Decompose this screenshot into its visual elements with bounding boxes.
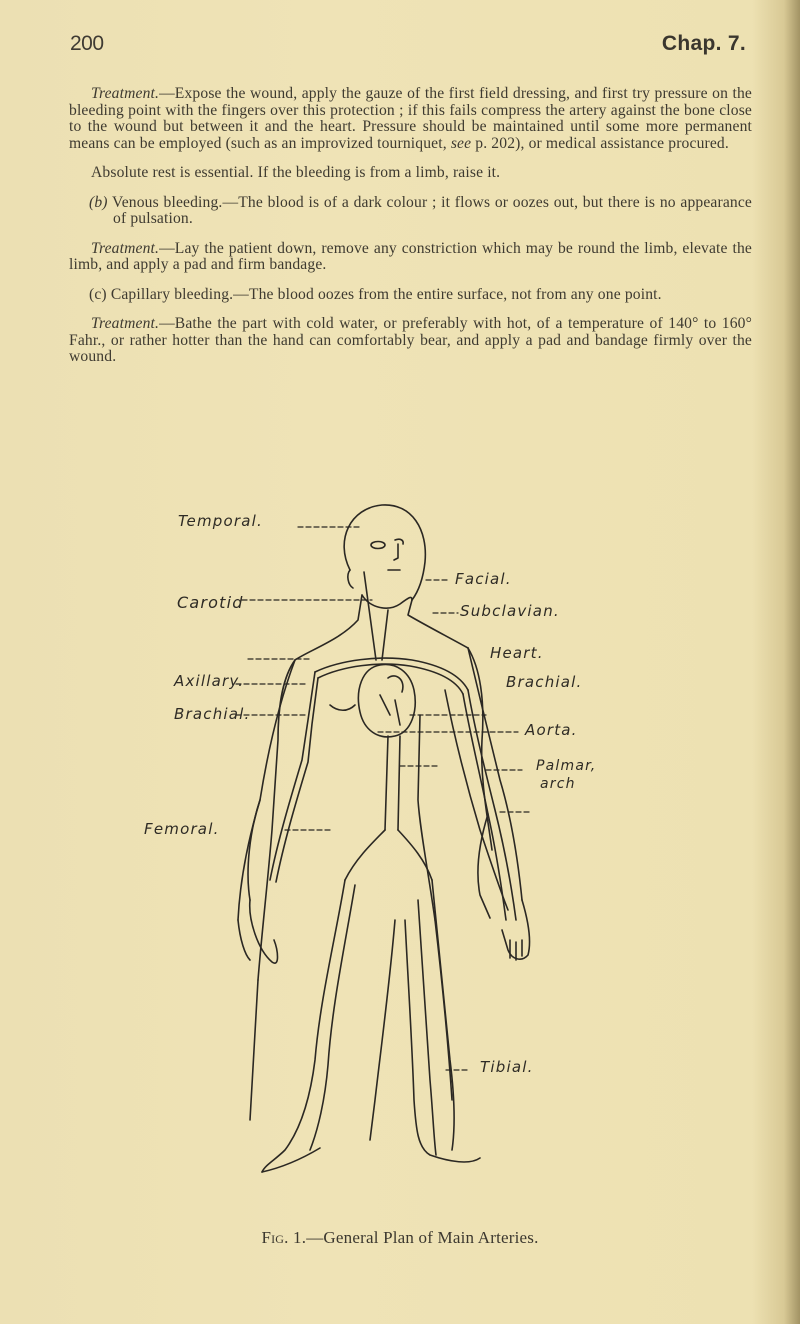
treatment-lead: Treatment. (91, 239, 160, 257)
page-number: 200 (70, 32, 104, 55)
label-brachial-right: Brachial. (506, 673, 583, 691)
figure-caption: Fig. 1.—General Plan of Main Arteries. (261, 1228, 539, 1247)
label-heart: Heart. (490, 644, 544, 662)
paragraph-venous-treatment: Treatment.—Lay the patient down, remove any constriction which may be round the limb, elevate the limb, and apply a pad and firm bandage. (69, 239, 752, 273)
label-femoral: Femoral. (144, 820, 220, 838)
label-tibial: Tibial. (480, 1058, 534, 1076)
label-temporal: Temporal. (178, 512, 263, 530)
paragraph-capillary-bleeding: (c) Capillary bleeding.—The blood oozes from the entire surface, not from any one point. (89, 285, 662, 303)
arteries-figure (144, 500, 670, 1180)
label-aorta: Aorta. (525, 721, 578, 739)
label-palmar-arch: Palmar, (536, 758, 597, 774)
page-header (70, 22, 746, 62)
treatment-lead: Treatment. (91, 85, 160, 102)
chapter-heading: Chap. 7. (661, 32, 746, 55)
label-facial: Facial. (455, 570, 512, 588)
body-text (69, 86, 752, 366)
figure-number: Fig. 1. (261, 1228, 307, 1247)
paragraph-venous-bleeding: (b) Venous bleeding.—The blood is of a dark colour ; it flows or oozes out, but there is no appearance of pulsation. (89, 193, 752, 227)
label-carotid: Carotid (177, 593, 244, 612)
paragraph-absolute-rest: Absolute rest is essential. If the bleeding is from a limb, raise it. (91, 164, 501, 181)
label-brachial-left: Brachial. (174, 705, 251, 723)
label-palmar-arch-2: arch (540, 776, 576, 792)
label-axillary: Axillary. (174, 672, 245, 690)
paragraph-capillary-treatment: Treatment.—Bathe the part with cold water, or preferably with hot, of a temperature of 140° to 160° Fahr., or rather hotter than the hand can comfortably bear, and apply a pad and bandage firmly over the wound. (69, 315, 752, 365)
treatment-lead: Treatment. (91, 315, 160, 332)
paragraph-arterial-treatment: Treatment.—Expose the wound, apply the gauze of the first field dressing, and first try pressure on the bleeding point with the fingers over this protection ; if this fails compress the artery against the bone close to the wound but between it and the heart. Pressure should be maintained until some more permanent means can be employed (such as an improvized tourniquet, see p. 202), or medical assistance procured. (69, 85, 752, 152)
label-subclavian: Subclavian. (460, 602, 560, 620)
